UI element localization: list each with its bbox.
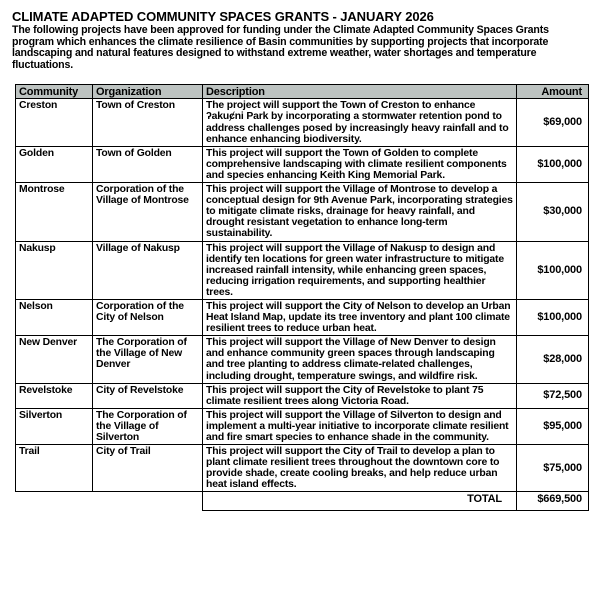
cell-organization: Corporation of the Village of Montrose	[93, 183, 203, 241]
table-row	[16, 383, 589, 408]
document-intro: The following projects have been approved for funding under the Climate Adapted Community Spaces Grants program which enhances the climate resilience of Basin communities by supporting projects that incorporate landscaping and natural features designed to withstand extreme weather, water shortages and temperature fluctuations.	[12, 24, 549, 71]
cell-amount: $30,000	[517, 183, 589, 241]
cell-description: This project will support the City of Trail to develop a plan to plant climate resilient trees throughout the downtown core to provide shade, create cooling breaks, and help reduce urban heat island effects.	[203, 445, 517, 492]
cell-community: Golden	[16, 146, 93, 182]
cell-amount: $100,000	[517, 241, 589, 299]
cell-community: Revelstoke	[16, 383, 93, 408]
cell-organization: Village of Nakusp	[93, 241, 203, 299]
cell-amount: $95,000	[517, 408, 589, 444]
total-spacer	[93, 492, 203, 511]
total-spacer	[16, 492, 93, 511]
cell-amount: $28,000	[517, 336, 589, 383]
cell-amount: $100,000	[517, 299, 589, 335]
cell-organization: City of Trail	[93, 445, 203, 492]
table-row	[16, 99, 589, 146]
cell-community: Silverton	[16, 408, 93, 444]
cell-organization: City of Revelstoke	[93, 383, 203, 408]
cell-amount: $100,000	[517, 146, 589, 182]
table-header-row	[16, 85, 589, 99]
cell-amount: $69,000	[517, 99, 589, 146]
cell-description: This project will support the Village of Montrose to develop a conceptual design for 9th Avenue Park, incorporating strategies to mitigate climate risks, drainage for heavy rainfall, and drought resistant vegetation to enhance long-term sustainability.	[203, 183, 517, 241]
header-community: Community	[16, 85, 93, 99]
cell-organization: Town of Creston	[93, 99, 203, 146]
table-row	[16, 146, 589, 182]
cell-community: Nakusp	[16, 241, 93, 299]
grants-table	[15, 84, 589, 511]
header-amount: Amount	[517, 85, 589, 99]
cell-description: This project will support the Village of Nakusp to design and identify ten locations for green water infrastructure to mitigate increased rainfall intensity, while enhancing green spaces, reducing irrigation requirements, and supporting healthier trees.	[203, 241, 517, 299]
cell-community: Montrose	[16, 183, 93, 241]
cell-description: This project will support the City of Revelstoke to plant 75 climate resilient trees along Victoria Road.	[203, 383, 517, 408]
cell-organization: Town of Golden	[93, 146, 203, 182]
cell-community: Nelson	[16, 299, 93, 335]
cell-organization: The Corporation of the Village of Silverton	[93, 408, 203, 444]
cell-description: This project will support the Village of Silverton to design and implement a multi-year initiative to incorporate climate resilient and fire smart species to enhance shade in the community.	[203, 408, 517, 444]
cell-description: This project will support the Village of New Denver to design and enhance community green spaces through landscaping and tree planting to address climate-related challenges, including drought, temperature swings, and wildfire risk.	[203, 336, 517, 383]
cell-community: New Denver	[16, 336, 93, 383]
table-row	[16, 299, 589, 335]
total-label: TOTAL	[203, 492, 517, 511]
cell-organization: Corporation of the City of Nelson	[93, 299, 203, 335]
table-row	[16, 241, 589, 299]
table-row	[16, 445, 589, 492]
cell-community: Trail	[16, 445, 93, 492]
cell-community: Creston	[16, 99, 93, 146]
total-row	[16, 492, 589, 511]
cell-description: This project will support the Town of Golden to complete comprehensive landscaping with climate resilient components and species enhancing Keith King Memorial Park.	[203, 146, 517, 182]
header-organization: Organization	[93, 85, 203, 99]
cell-description: The project will support the Town of Creston to enhance ʔakuȼni Park by incorporating a stormwater retention pond to address challenges posed by increasingly heavy rainfall and to enhance enhancing biodiversity.	[203, 99, 517, 146]
cell-description: This project will support the City of Nelson to develop an Urban Heat Island Map, update its tree inventory and plant 100 climate resilient trees to reduce urban heat.	[203, 299, 517, 335]
cell-amount: $75,000	[517, 445, 589, 492]
header-description: Description	[203, 85, 517, 99]
cell-organization: The Corporation of the Village of New Denver	[93, 336, 203, 383]
cell-amount: $72,500	[517, 383, 589, 408]
table-row	[16, 336, 589, 383]
table-row	[16, 183, 589, 241]
table-row	[16, 408, 589, 444]
document-title: CLIMATE ADAPTED COMMUNITY SPACES GRANTS - JANUARY 2026	[12, 9, 434, 24]
total-amount: $669,500	[517, 492, 589, 511]
